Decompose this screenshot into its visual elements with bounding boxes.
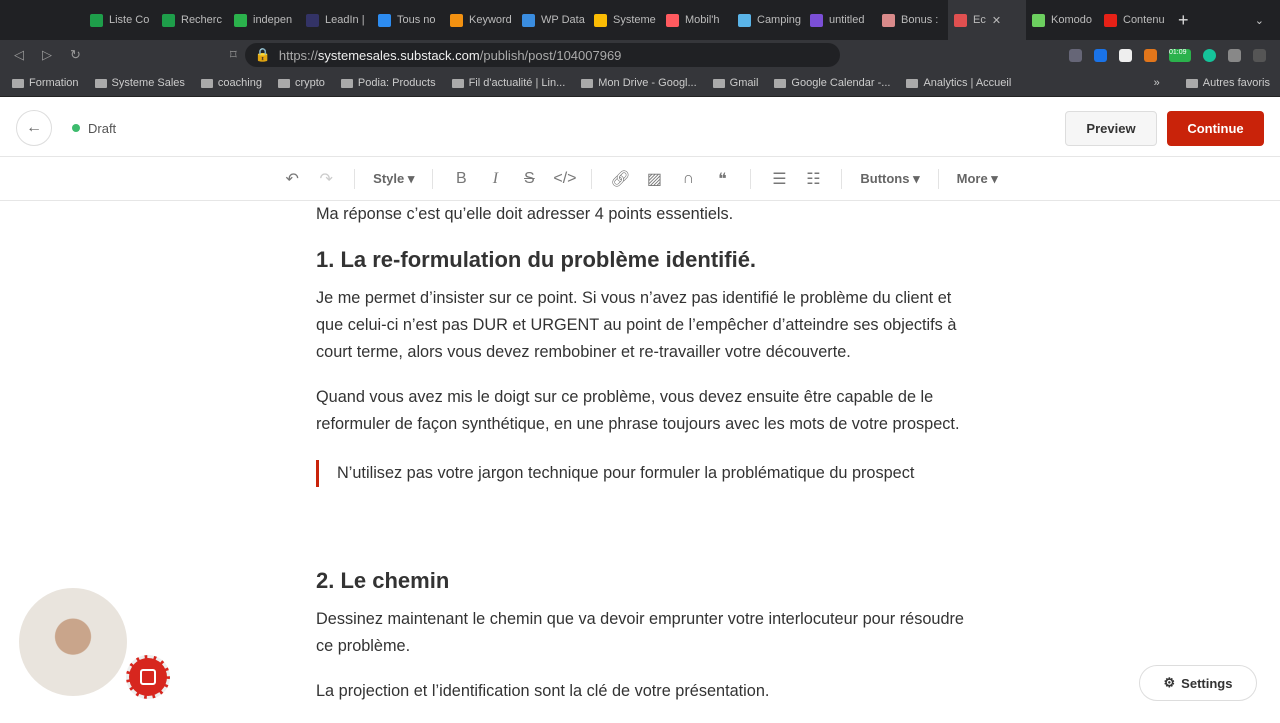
bullet-list-icon[interactable]: ☰ (772, 170, 787, 188)
bookmark-label: Podia: Products (357, 77, 436, 89)
folder-icon (1186, 79, 1198, 88)
browser-tab[interactable] (156, 0, 228, 40)
buttons-dropdown[interactable]: Buttons ▾ (860, 170, 920, 186)
lock-icon: 🔒 (254, 47, 271, 62)
tab-title: Tous no (397, 14, 436, 26)
bookmark-item[interactable] (278, 77, 325, 89)
url-path: /publish/post/104007969 (479, 47, 622, 63)
extensions (1069, 49, 1280, 62)
back-nav-icon[interactable]: ◁ (14, 47, 24, 62)
paragraph: La projection et l’identification sont la clé de votre présentation. (316, 682, 770, 700)
paragraph: Je me permet d’insister sur ce point. Si vous n’avez pas identifié le problème du client et que celui-ci n’est pas DUR et URGENT au point de l’empêcher d’atteindre ses objectifs à court terme, alors vous devez rembobiner et re-travailler votre découverte. (316, 289, 957, 361)
favicon-icon (810, 14, 823, 27)
strikethrough-icon[interactable]: S (524, 169, 535, 187)
tab-search-icon[interactable]: ⌄ (1254, 14, 1264, 27)
folder-icon (12, 79, 24, 88)
tab-title: untitled (829, 14, 865, 26)
site-icon (341, 79, 353, 88)
bookmark-item[interactable] (201, 77, 262, 89)
url-prefix: https:// (278, 47, 318, 63)
settings-button[interactable] (1139, 665, 1257, 701)
bookmark-label: Formation (29, 77, 79, 89)
favicon-icon (90, 14, 103, 27)
notion-icon[interactable] (1119, 49, 1132, 62)
site-icon (713, 79, 725, 88)
tab-title: Ec (973, 14, 986, 26)
back-button[interactable]: ← (16, 110, 52, 146)
bookmark-label: Analytics | Accueil (923, 77, 1012, 89)
site-icon (581, 79, 593, 88)
status-badge (72, 121, 116, 136)
tab-title: Mobil'h (685, 14, 720, 26)
other-bookmarks[interactable] (1186, 77, 1280, 89)
folder-icon (95, 79, 107, 88)
continue-button[interactable]: Continue (1167, 111, 1264, 146)
tab-title: indepen (253, 14, 293, 26)
undo-icon[interactable]: ↶ (285, 170, 299, 188)
browser-tab[interactable] (444, 0, 516, 40)
url-input[interactable] (245, 43, 840, 67)
stop-icon (140, 669, 156, 685)
grammarly-icon[interactable] (1203, 49, 1216, 62)
status-dot (72, 124, 80, 132)
code-icon[interactable]: </> (553, 169, 577, 187)
bookmarks-bar (0, 70, 1280, 97)
status-label: Draft (88, 120, 117, 136)
paragraph: Quand vous avez mis le doigt sur ce problème, vous devez ensuite être capable de le reformuler de façon synthétique, en une phrase toujours avec les mots de votre prospect. (316, 388, 960, 433)
pull-quote: N’utilisez pas votre jargon technique pour formuler la problématique du prospect (316, 460, 966, 487)
favicon-icon (162, 14, 175, 27)
paragraph: Ma réponse c’est qu’elle doit adresser 4 points essentiels. (316, 205, 734, 223)
more-dropdown[interactable]: More ▾ (956, 170, 998, 186)
post-body[interactable] (316, 201, 966, 723)
url-host: systemesales.substack.com (317, 47, 480, 63)
favicon-icon (378, 14, 391, 27)
bookmark-label: Systeme Sales (111, 77, 185, 89)
bookmark-item[interactable] (12, 77, 79, 89)
bookmark-item[interactable] (713, 77, 759, 89)
bookmark-label: Mon Drive - Googl... (598, 77, 697, 89)
reload-icon[interactable]: ↻ (70, 47, 81, 62)
style-dropdown[interactable]: Style ▾ (373, 170, 415, 186)
bold-icon[interactable]: B (456, 169, 467, 187)
browser-tab[interactable] (372, 0, 444, 40)
redo-icon[interactable]: ↷ (319, 170, 333, 188)
folder-icon (201, 79, 213, 88)
quote-icon[interactable]: ❝ (718, 170, 727, 188)
timer-extension[interactable]: 01:09 (1169, 49, 1191, 62)
post-header (0, 100, 1280, 157)
tab-title: Keyword (469, 14, 512, 26)
browser-tab[interactable] (588, 0, 660, 40)
webcam-bubble[interactable] (19, 588, 127, 696)
favicon-icon (1032, 14, 1045, 27)
settings-label: Settings (1181, 675, 1233, 691)
tab-title: Systeme (613, 14, 656, 26)
bookmark-label: crypto (294, 77, 325, 89)
browser-tab[interactable] (732, 0, 804, 40)
tab-title: Liste Co (109, 14, 150, 26)
favicon-icon (882, 14, 895, 27)
favicon-icon (594, 14, 607, 27)
browser-tab[interactable] (228, 0, 300, 40)
tab-bar (0, 0, 1280, 40)
bookmark-item[interactable] (581, 77, 696, 89)
site-icon (906, 79, 918, 88)
image-icon[interactable]: ▨ (646, 170, 662, 188)
puzzle-icon[interactable] (1228, 49, 1241, 62)
favicon-icon (738, 14, 751, 27)
gear-icon: ⚙ (1163, 675, 1176, 690)
favicon-icon (450, 14, 463, 27)
favicon-icon (234, 14, 247, 27)
tab-title: Contenu (1123, 14, 1165, 26)
numbered-list-icon[interactable]: ☷ (806, 170, 821, 188)
tab-title: Camping (757, 14, 802, 26)
link-icon[interactable]: 🔗︎ (610, 170, 631, 188)
bookmark-icon[interactable]: ⌑ (230, 47, 237, 62)
bookmark-item[interactable] (774, 77, 890, 89)
editor-toolbar (0, 157, 1280, 201)
bookmark-label: Gmail (729, 77, 759, 89)
tab-title: LeadIn | (325, 14, 365, 26)
address-bar-row (0, 40, 1280, 70)
close-tab-icon[interactable]: ✕ (991, 14, 1002, 27)
browser-tab[interactable] (1098, 0, 1170, 40)
site-icon (774, 79, 786, 88)
browser-tab[interactable] (516, 0, 588, 40)
bookmark-item[interactable] (906, 77, 1011, 89)
favicon-icon (1104, 14, 1117, 27)
favicon-icon (954, 14, 967, 27)
extension-icon[interactable] (1094, 49, 1107, 62)
tab-title: Bonus : (901, 14, 939, 26)
browser-tab[interactable] (876, 0, 948, 40)
bookmark-item[interactable] (95, 77, 185, 89)
metamask-icon[interactable] (1144, 49, 1157, 62)
new-tab-button[interactable]: + (1178, 9, 1189, 30)
bookmark-label: Fil d'actualité | Lin... (468, 77, 566, 89)
browser-tab[interactable] (804, 0, 876, 40)
tab-title: Komodo (1051, 14, 1092, 26)
preview-button[interactable]: Preview (1065, 111, 1157, 146)
paragraph: Dessinez maintenant le chemin que va devoir emprunter votre interlocuteur pour résoudre ce problème. (316, 610, 964, 655)
heading: 1. La re-formulation du problème identifié. (316, 247, 757, 272)
bookmark-label: Autres favoris (1202, 77, 1270, 89)
browser-tab[interactable] (1026, 0, 1098, 40)
bookmark-label: Google Calendar -... (791, 77, 891, 89)
bookmark-label: coaching (217, 77, 262, 89)
more-bookmarks-button[interactable]: » (1153, 77, 1160, 89)
site-icon (452, 79, 464, 88)
wallet-icon[interactable] (1253, 49, 1266, 62)
browser-tab[interactable] (660, 0, 732, 40)
bookmark-item[interactable] (452, 77, 566, 89)
folder-icon (278, 79, 290, 88)
stop-recording-button[interactable] (126, 655, 170, 699)
favicon-icon (666, 14, 679, 27)
browser-tab[interactable] (948, 0, 1026, 40)
favicon-icon (306, 14, 319, 27)
heading: 2. Le chemin (316, 568, 450, 593)
bookmark-item[interactable] (341, 77, 436, 89)
tab-title: Recherc (181, 14, 222, 26)
browser-tab[interactable] (300, 0, 372, 40)
italic-icon[interactable]: I (492, 169, 499, 187)
browser-tab[interactable] (84, 0, 156, 40)
forward-nav-icon[interactable]: ▷ (42, 47, 52, 62)
extension-icon[interactable] (1069, 49, 1082, 62)
audio-icon[interactable]: ∩ (682, 169, 695, 187)
tab-title: WP Data (541, 14, 585, 26)
favicon-icon (522, 14, 535, 27)
